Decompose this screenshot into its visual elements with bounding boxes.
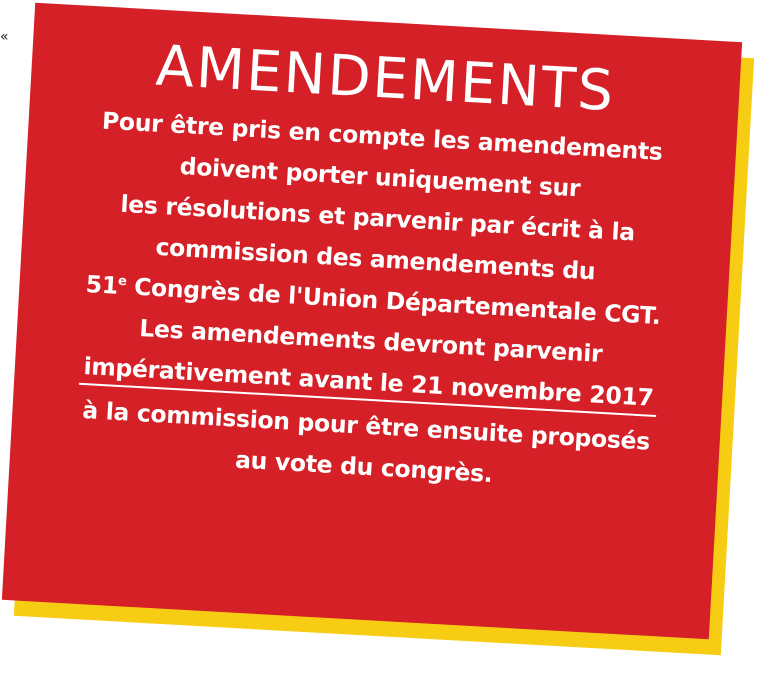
notice-title: AMENDEMENTS: [154, 33, 617, 125]
notice-line-1: Pour être pris en compte les amendements: [101, 106, 664, 166]
notice-line-8: à la commission pour être ensuite proposés: [81, 395, 651, 456]
notice-body: [29, 98, 717, 507]
notice-line-9: au vote du congrès.: [234, 445, 494, 488]
congress-number: 51: [84, 269, 119, 300]
amendments-notice-card: [2, 3, 742, 640]
deadline-text: impérativement avant le 21 novembre 2017: [79, 349, 659, 417]
congress-name: Congrès de l'Union Départementale CGT.: [125, 272, 662, 331]
congress-ordinal-suffix: e: [117, 273, 128, 290]
notice-line-4: commission des amendements du: [154, 232, 597, 286]
notice-line-2: doivent porter uniquement sur: [179, 152, 582, 203]
edge-glyph: «: [0, 29, 9, 45]
notice-line-6: Les amendements devront parvenir: [138, 314, 604, 368]
notice-line-3: les résolutions et parvenir par écrit à la: [119, 189, 636, 247]
